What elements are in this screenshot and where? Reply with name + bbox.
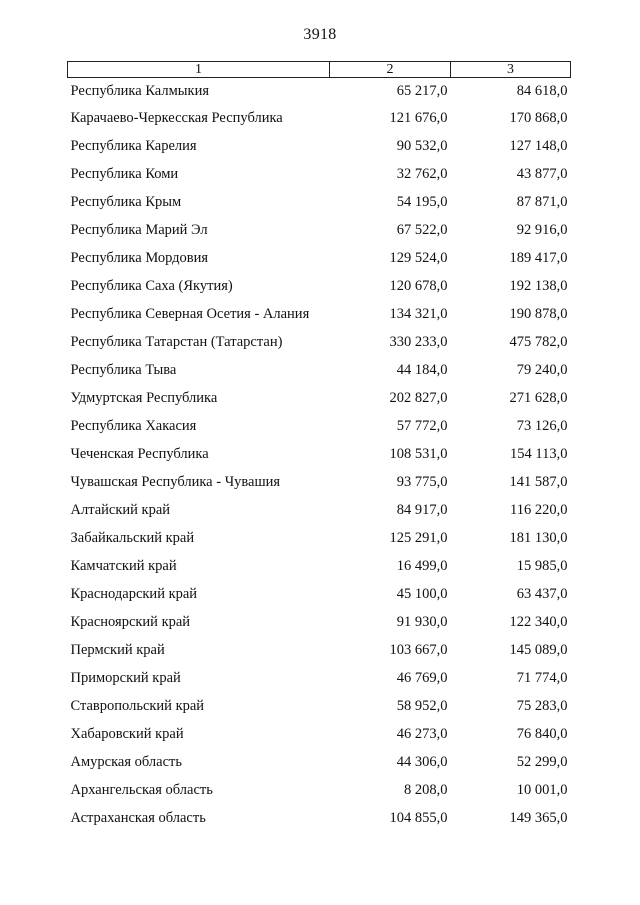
table-row (68, 468, 571, 496)
column-2-value: 108 531,0 (389, 446, 448, 462)
region-name: Хабаровский край (70, 726, 184, 742)
column-3-value: 192 138,0 (509, 278, 568, 294)
column-3-value: 122 340,0 (509, 614, 568, 630)
region-name: Республика Марий Эл (70, 222, 208, 238)
region-name: Республика Тыва (70, 362, 177, 378)
column-3-value: 75 283,0 (516, 698, 568, 714)
table-row (68, 496, 571, 524)
table-row (68, 748, 571, 776)
table-row (68, 636, 571, 664)
region-name: Красноярский край (70, 614, 191, 630)
column-3-value: 145 089,0 (509, 642, 568, 658)
column-3-value: 189 417,0 (509, 250, 568, 266)
column-3-value: 10 001,0 (516, 782, 568, 798)
table-row (68, 78, 571, 105)
table-row (68, 804, 571, 832)
column-3-value: 84 618,0 (516, 83, 568, 99)
region-name: Приморский край (70, 670, 181, 686)
column-header-2: 2 (330, 62, 451, 78)
column-2-value: 134 321,0 (389, 306, 448, 322)
region-name: Чувашская Республика - Чувашия (70, 474, 281, 490)
column-2-value: 45 100,0 (396, 586, 448, 602)
region-name: Республика Мордовия (70, 250, 209, 266)
region-name: Пермский край (70, 642, 165, 658)
header-row (68, 62, 571, 78)
column-2-value: 54 195,0 (396, 194, 448, 210)
region-name: Ставропольский край (70, 698, 205, 714)
column-2-value: 129 524,0 (389, 250, 448, 266)
table-row (68, 104, 571, 132)
column-2-value: 202 827,0 (389, 390, 448, 406)
table-row (68, 440, 571, 468)
region-name: Республика Коми (70, 166, 179, 182)
column-header-3: 3 (451, 62, 571, 78)
table-row (68, 692, 571, 720)
table-row (68, 720, 571, 748)
region-name: Амурская область (70, 754, 182, 770)
allocation-table (67, 61, 571, 832)
column-3-value: 52 299,0 (516, 754, 568, 770)
column-3-value: 71 774,0 (516, 670, 568, 686)
column-3-value: 87 871,0 (516, 194, 568, 210)
column-2-value: 90 532,0 (396, 138, 448, 154)
table-row (68, 776, 571, 804)
region-name: Республика Карелия (70, 138, 197, 154)
table-row (68, 356, 571, 384)
table-header (68, 62, 571, 78)
column-2-value: 125 291,0 (389, 530, 448, 546)
region-name: Республика Татарстан (Татарстан) (70, 334, 283, 350)
region-name: Краснодарский край (70, 586, 198, 602)
region-name: Алтайский край (70, 502, 171, 518)
column-3-value: 92 916,0 (516, 222, 568, 238)
table-row (68, 216, 571, 244)
table-row (68, 132, 571, 160)
table-body (68, 78, 571, 833)
column-3-value: 63 437,0 (516, 586, 568, 602)
column-2-value: 44 306,0 (396, 754, 448, 770)
column-3-value: 149 365,0 (509, 810, 568, 826)
table-row (68, 384, 571, 412)
table-row (68, 300, 571, 328)
column-3-value: 15 985,0 (516, 558, 568, 574)
table-row (68, 188, 571, 216)
column-2-value: 32 762,0 (396, 166, 448, 182)
region-name: Республика Хакасия (70, 418, 197, 434)
column-2-value: 58 952,0 (396, 698, 448, 714)
column-2-value: 91 930,0 (396, 614, 448, 630)
region-name: Республика Калмыкия (70, 83, 209, 99)
region-name: Камчатский край (70, 558, 177, 574)
region-name: Республика Северная Осетия - Алания (70, 306, 310, 322)
column-2-value: 93 775,0 (396, 474, 448, 490)
column-3-value: 181 130,0 (509, 530, 568, 546)
column-2-value: 67 522,0 (396, 222, 448, 238)
column-2-value: 65 217,0 (396, 83, 448, 99)
page-number: 3918 (303, 26, 337, 43)
column-3-value: 116 220,0 (510, 502, 568, 518)
region-name: Удмуртская Республика (70, 390, 218, 406)
region-name: Астраханская область (70, 810, 206, 826)
table-row (68, 160, 571, 188)
column-2-value: 120 678,0 (389, 278, 448, 294)
column-2-value: 121 676,0 (389, 110, 448, 126)
table-row (68, 272, 571, 300)
table-row (68, 244, 571, 272)
region-name: Архангельская область (70, 782, 213, 798)
column-3-value: 76 840,0 (516, 726, 568, 742)
column-3-value: 141 587,0 (509, 474, 568, 490)
column-3-value: 73 126,0 (516, 418, 568, 434)
column-3-value: 190 878,0 (509, 306, 568, 322)
region-name: Чеченская Республика (70, 446, 209, 462)
column-2-value: 8 208,0 (404, 782, 448, 798)
column-2-value: 103 667,0 (389, 642, 448, 658)
column-3-value: 154 113,0 (510, 446, 568, 462)
table-row (68, 328, 571, 356)
table-row (68, 608, 571, 636)
column-2-value: 57 772,0 (396, 418, 448, 434)
column-2-value: 46 273,0 (396, 726, 448, 742)
column-2-value: 84 917,0 (396, 502, 448, 518)
column-2-value: 44 184,0 (396, 362, 448, 378)
table-row (68, 580, 571, 608)
column-3-value: 79 240,0 (516, 362, 568, 378)
column-3-value: 170 868,0 (509, 110, 568, 126)
column-2-value: 46 769,0 (396, 670, 448, 686)
region-name: Республика Крым (70, 194, 182, 210)
column-2-value: 104 855,0 (389, 810, 448, 826)
region-name: Забайкальский край (70, 530, 195, 546)
table-row (68, 524, 571, 552)
region-name: Карачаево-Черкесская Республика (70, 110, 283, 126)
region-name: Республика Саха (Якутия) (70, 278, 233, 294)
column-3-value: 127 148,0 (509, 138, 568, 154)
table-row (68, 664, 571, 692)
column-3-value: 43 877,0 (516, 166, 568, 182)
table-row (68, 412, 571, 440)
column-2-value: 330 233,0 (389, 334, 448, 350)
column-header-1: 1 (68, 62, 330, 78)
table-row (68, 552, 571, 580)
column-3-value: 475 782,0 (509, 334, 568, 350)
column-3-value: 271 628,0 (509, 390, 568, 406)
column-2-value: 16 499,0 (396, 558, 448, 574)
